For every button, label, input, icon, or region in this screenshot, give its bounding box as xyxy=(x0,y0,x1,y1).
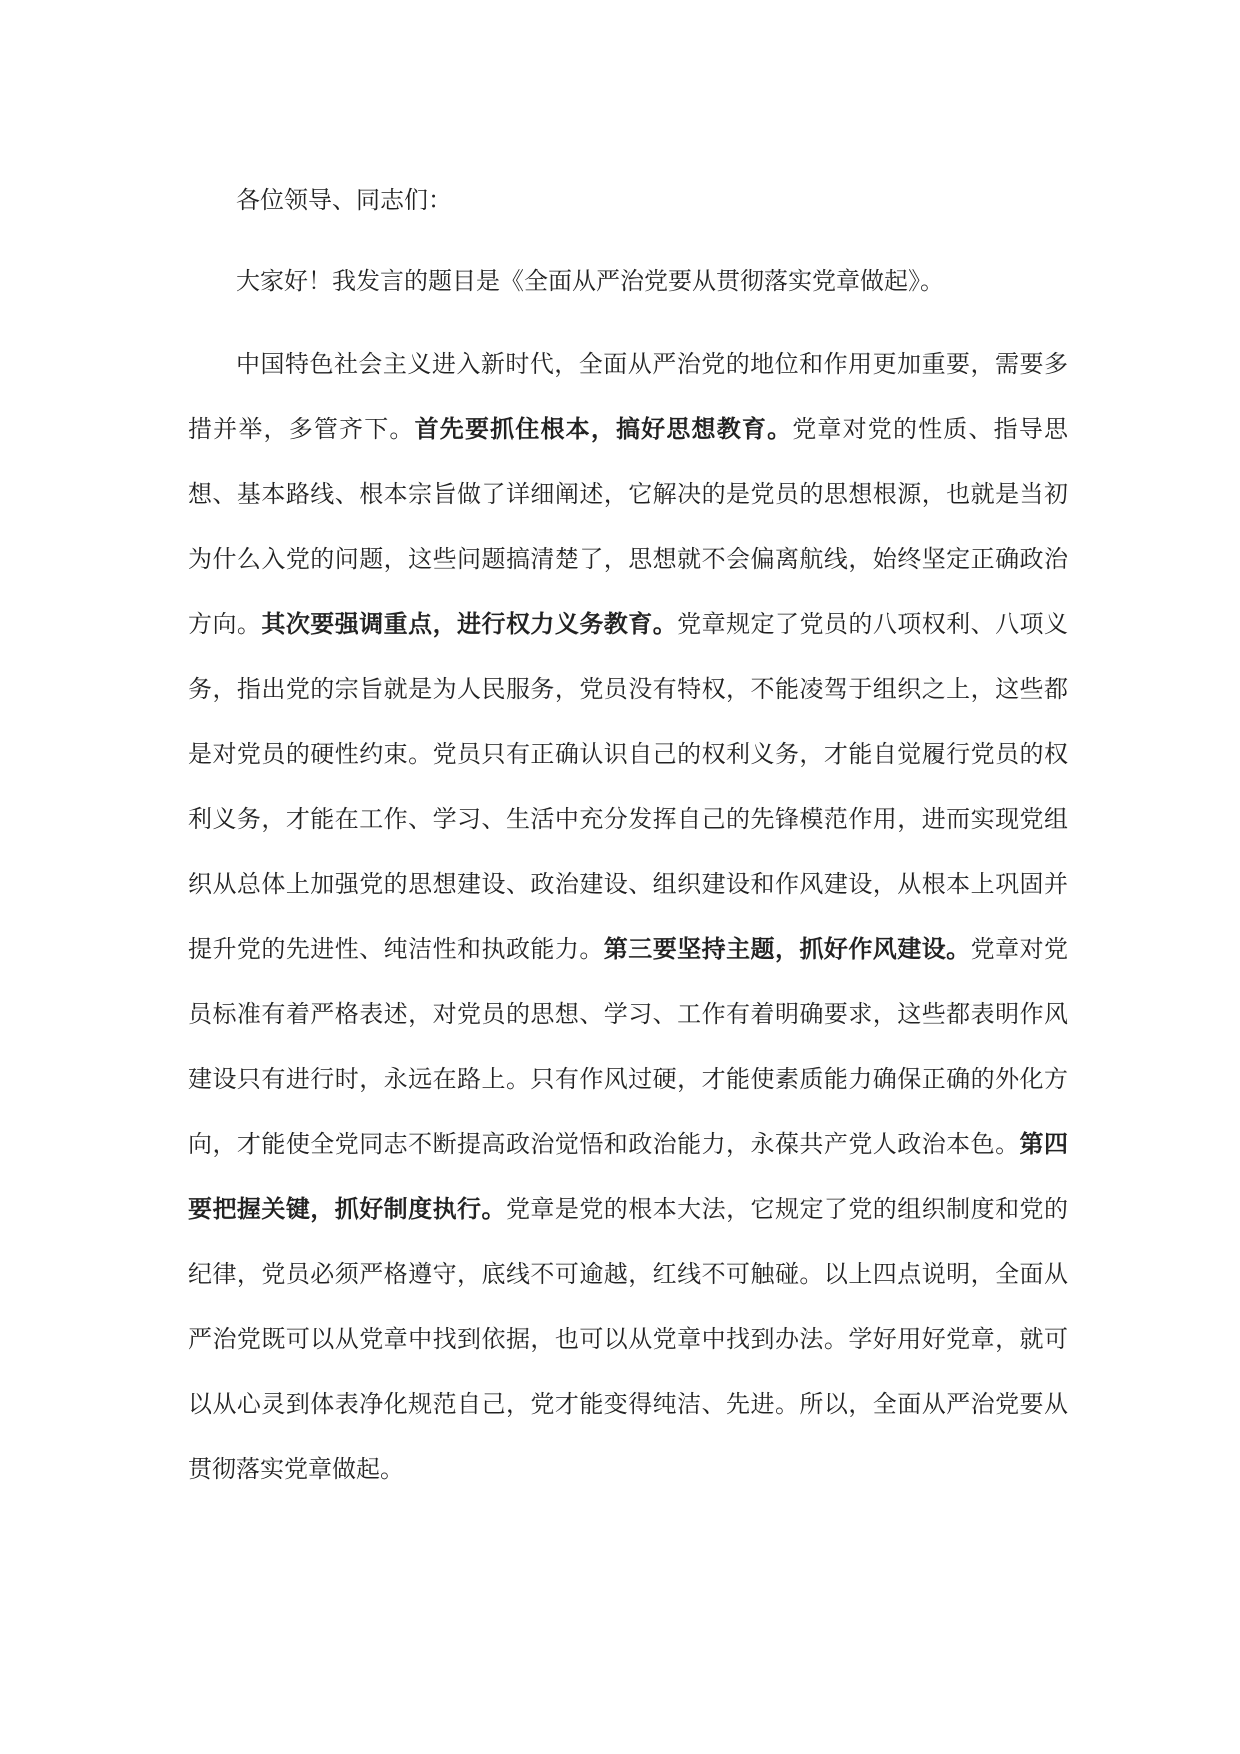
body-sentence: 党章是党的根本大法，它规定了党的组织制度和党的纪律，党员必须严格遵守，底线不可逾越，红线不可触碰。以上四点说明，全面从严治党既可以从党章中找到依据，也可以从党章中找到办法。学好用好党章，就可以从心灵到体表净化规范自己，党才能变得纯洁、先进。所以，全面从严治党要从贯彻落实党章做起。 xyxy=(188,1195,1069,1483)
greeting: 各位领导、同志们： xyxy=(236,186,452,214)
body-sentence: 中国特色社会主义进入新时代，全面从严治党的地位和作用更加重要，需要多措并举，多管齐下。 xyxy=(188,350,1068,443)
point-three-heading: 第三要坚持主题，抓好作风建设。 xyxy=(603,935,971,963)
point-four-heading: 第四要把握关键，抓好制度执行。 xyxy=(188,1130,1069,1223)
intro-paragraph: 大家好！我发言的题目是《全面从严治党要从贯彻落实党章做起》。 xyxy=(236,267,944,295)
speech-text xyxy=(188,168,1068,1502)
point-one-heading: 首先要抓住根本，搞好思想教育。 xyxy=(414,415,793,443)
point-two-heading: 其次要强调重点，进行权力义务教育。 xyxy=(261,610,678,638)
body-sentence: 党章规定了党员的八项权利、八项义务，指出党的宗旨就是为人民服务，党员没有特权，不能凌驾于组织之上，这些都是对党员的硬性约束。党员只有正确认识自己的权利义务，才能自觉履行党员的权利义务，才能在工作、学习、生活中充分发挥自己的先锋模范作用，进而实现党组织从总体上加强党的思想建设、政治建设、组织建设和作风建设，从根本上巩固并提升党的先进性、纯洁性和执政能力。 xyxy=(188,610,1069,963)
body-sentence: 党章对党的性质、指导思想、基本路线、根本宗旨做了详细阐述，它解决的是党员的思想根源，也就是当初为什么入党的问题，这些问题搞清楚了，思想就不会偏离航线，始终坚定正确政治方向。 xyxy=(188,415,1069,638)
body-sentence: 党章对党员标准有着严格表述，对党员的思想、学习、工作有着明确要求，这些都表明作风建设只有进行时，永远在路上。只有作风过硬，才能使素质能力确保正确的外化方向，才能使全党同志不断提高政治觉悟和政治能力，永葆共产党人政治本色。 xyxy=(188,935,1069,1158)
body-paragraph xyxy=(188,332,1068,1502)
